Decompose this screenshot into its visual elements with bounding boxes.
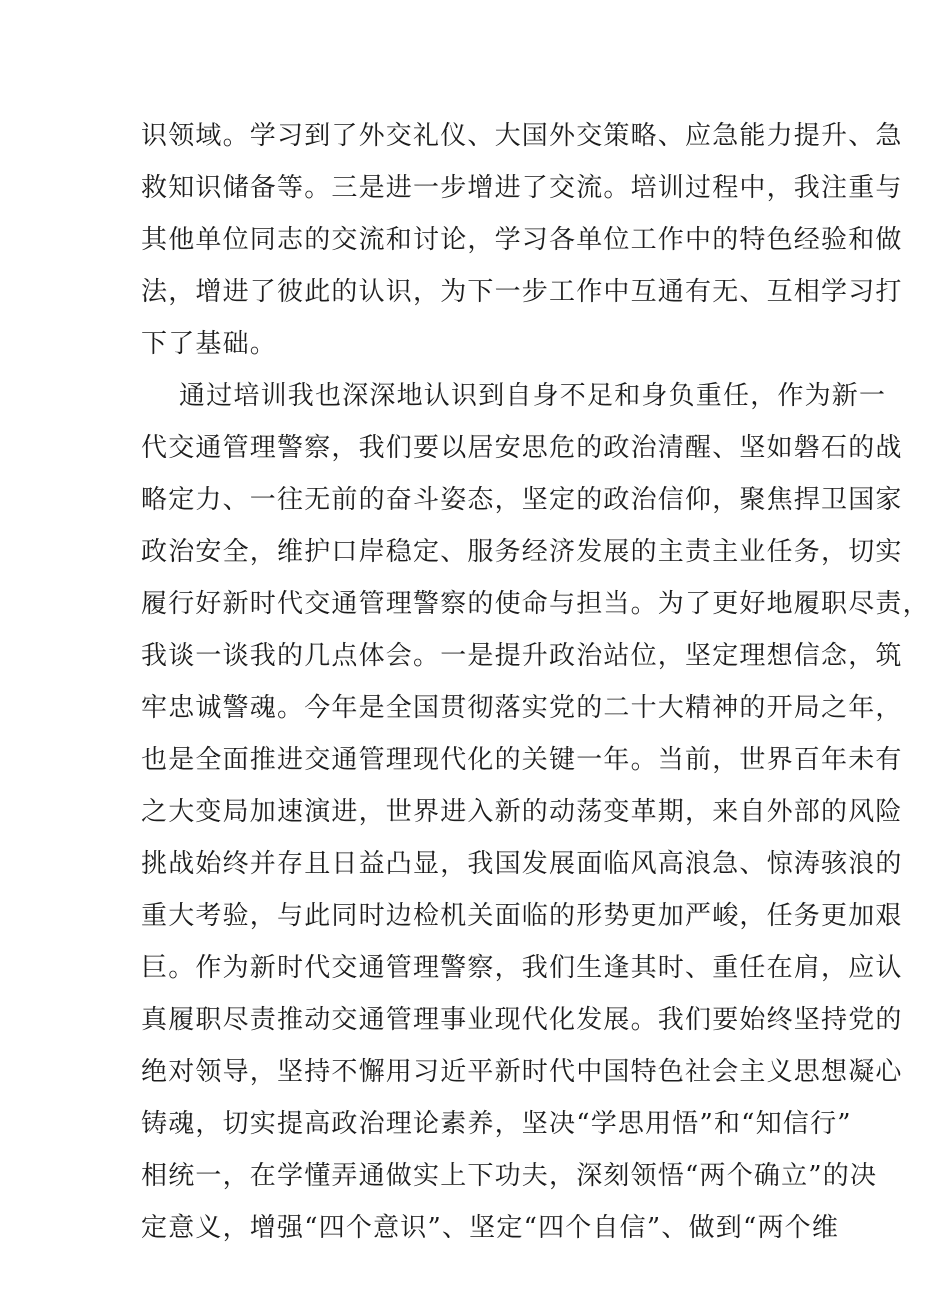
text-line: 通过培训我也深深地认识到自身不足和身负重任，作为新一 — [179, 381, 887, 411]
text-line: 识领域。学习到了外交礼仪、大国外交策略、应急能力提升、急 — [141, 121, 903, 151]
text-line: 绝对领导，坚持不懈用习近平新时代中国特色社会主义思想凝心 — [141, 1057, 903, 1087]
document-body — [141, 110, 930, 1254]
text-line: 其他单位同志的交流和讨论，学习各单位工作中的特色经验和做 — [141, 225, 903, 255]
text-line: 之大变局加速演进，世界进入新的动荡变革期，来自外部的风险 — [141, 797, 903, 827]
text-line: 挑战始终并存且日益凸显，我国发展面临风高浪急、惊涛骇浪的 — [141, 849, 903, 879]
paragraph-2 — [141, 370, 930, 1254]
text-line: 履行好新时代交通管理警察的使命与担当。为了更好地履职尽责， — [141, 589, 930, 619]
text-line: 真履职尽责推动交通管理事业现代化发展。我们要始终坚持党的 — [141, 1005, 903, 1035]
text-line: 政治安全，维护口岸稳定、服务经济发展的主责主业任务，切实 — [141, 537, 903, 567]
text-line: 下了基础。 — [141, 329, 278, 359]
text-line: 重大考验，与此同时边检机关面临的形势更加严峻，任务更加艰 — [141, 901, 903, 931]
text-line: 法，增进了彼此的认识，为下一步工作中互通有无、互相学习打 — [141, 277, 903, 307]
text-line: 铸魂，切实提高政治理论素养，坚决“学思用悟”和“知信行” — [141, 1109, 852, 1139]
text-line: 我谈一谈我的几点体会。一是提升政治站位，坚定理想信念，筑 — [141, 641, 903, 671]
text-line: 巨。作为新时代交通管理警察，我们生逢其时、重任在肩，应认 — [141, 953, 903, 983]
paragraph-1 — [141, 110, 903, 370]
text-line: 略定力、一往无前的奋斗姿态，坚定的政治信仰，聚焦捍卫国家 — [141, 485, 903, 515]
text-line: 救知识储备等。三是进一步增进了交流。培训过程中，我注重与 — [141, 173, 903, 203]
text-line: 相统一，在学懂弄通做实上下功夫，深刻领悟“两个确立”的决 — [141, 1161, 878, 1191]
text-line: 定意义，增强“四个意识”、坚定“四个自信”、做到“两个维 — [141, 1213, 840, 1243]
text-line: 也是全面推进交通管理现代化的关键一年。当前，世界百年未有 — [141, 745, 903, 775]
text-line: 代交通管理警察，我们要以居安思危的政治清醒、坚如磐石的战 — [141, 433, 903, 463]
text-line: 牢忠诚警魂。今年是全国贯彻落实党的二十大精神的开局之年， — [141, 693, 903, 723]
